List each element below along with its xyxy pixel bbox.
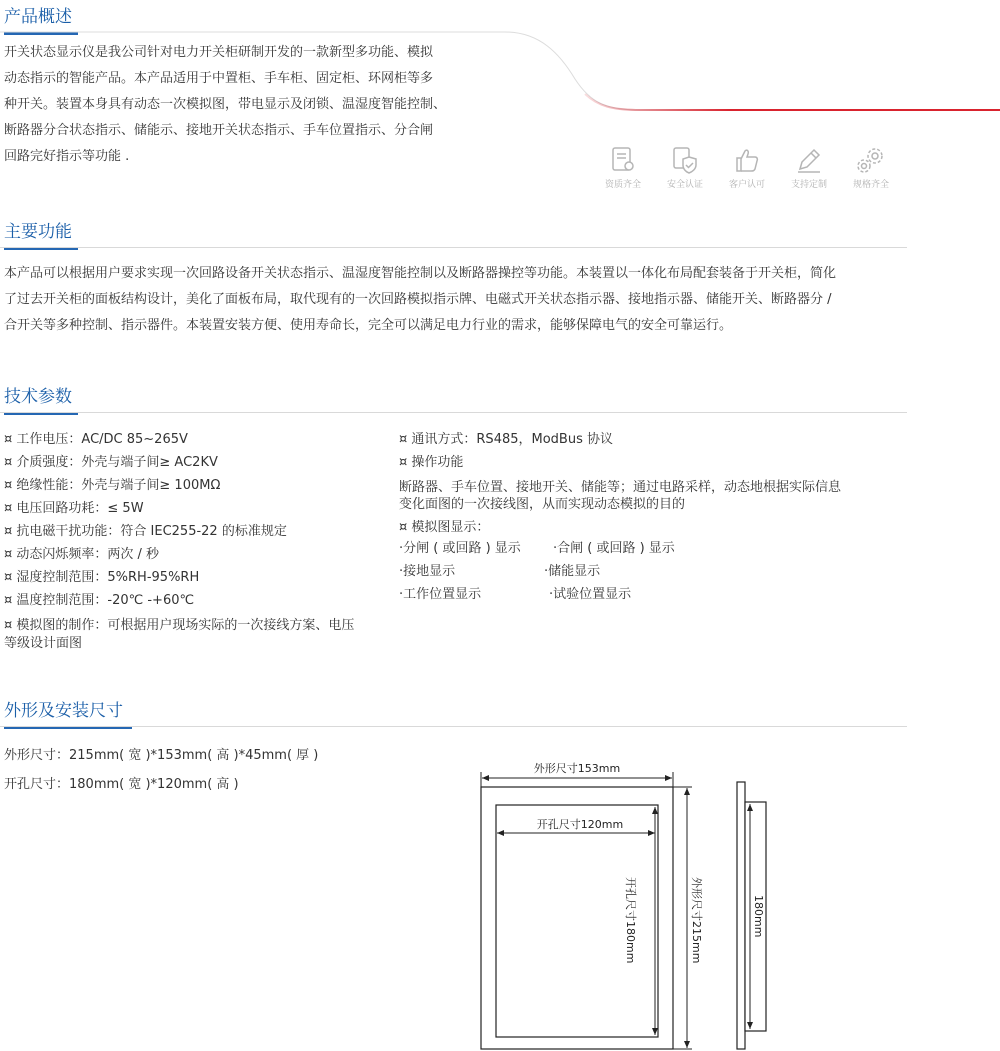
outer-height-label: 外形尺寸215mm <box>690 877 703 964</box>
outer-width-label: 外形尺寸153mm <box>533 762 621 775</box>
badge-custom <box>784 145 834 190</box>
gears-icon <box>854 145 888 175</box>
overview-text <box>4 40 446 170</box>
params-title: 技术参数 <box>4 382 72 407</box>
params-left-list <box>4 428 354 652</box>
param-item: ¤ 介质强度：外壳与端子间≥ AC2KV <box>4 455 218 470</box>
param-desc-line: 变化面图的一次接线图，从而实现动态模拟的目的 <box>399 497 686 512</box>
badge-label: 安全认证 <box>666 180 703 190</box>
functions-line: 了过去开关柜的面板结构设计，美化了面板布局，取代现有的一次回路模拟指示牌、电磁式开关状态指示器、接地指示器、储能开关、断路器分 / <box>4 292 832 307</box>
dimensions-title: 外形及安装尺寸 <box>4 696 123 721</box>
param-item: ¤ 模拟图的制作：可根据用户现场实际的一次接线方案、电压 <box>4 618 355 633</box>
cut-height-label: 开孔尺寸180mm <box>624 877 637 964</box>
side-view-flange <box>737 782 745 1049</box>
shield-icon <box>670 145 700 175</box>
overview-line: 种开关。装置本身具有动态一次模拟图，带电显示及闭锁、温湿度智能控制、 <box>4 97 447 112</box>
param-item: ¤ 动态闪烁频率：两次 / 秒 <box>4 547 160 562</box>
overview-line: 断路器分合状态指示、储能示、接地开关状态指示、手车位置指示、分合闸 <box>4 123 434 138</box>
functions-title: 主要功能 <box>4 217 72 242</box>
param-item: ¤ 工作电压：AC/DC 85~265V <box>4 432 188 447</box>
param-item: 等级设计面图 <box>4 636 83 651</box>
thumbs-up-icon <box>732 145 762 175</box>
side-height-label: 180mm <box>752 895 765 938</box>
param-item: ¤ 抗电磁干扰功能：符合 IEC255-22 的标准规定 <box>4 524 287 539</box>
sim-item: ·试验位置显示 <box>549 587 632 602</box>
badge-qualification <box>598 145 648 190</box>
dimension-drawing <box>470 755 770 1051</box>
sim-item: ·分闸 ( 或回路 ) 显示 <box>399 541 521 556</box>
pencil-icon <box>794 145 824 175</box>
functions-line: 合开关等多种控制、指示器件。本装置安装方便、使用寿命长，完全可以满足电力行业的需求，能够保障电气的安全可靠运行。 <box>4 318 733 333</box>
functions-divider <box>0 247 907 248</box>
dimensions-divider <box>0 726 907 727</box>
param-item: ¤ 模拟图显示： <box>399 520 490 535</box>
sim-item: ·接地显示 <box>399 564 456 579</box>
param-item: ¤ 电压回路功耗：≤ 5W <box>4 501 144 516</box>
cut-width-label: 开孔尺寸120mm <box>536 818 624 831</box>
param-desc-line: 断路器、手车位置、接地开关、储能等；通过电路采样，动态地根据实际信息 <box>399 480 842 495</box>
param-item: ¤ 湿度控制范围：5%RH-95%RH <box>4 570 200 585</box>
badge-label: 客户认可 <box>728 180 765 190</box>
sim-item: ·工作位置显示 <box>399 587 482 602</box>
outer-size-text: 外形尺寸：215mm( 宽 )*153mm( 高 )*45mm( 厚 ) <box>4 748 319 763</box>
params-divider <box>0 412 907 413</box>
badge-label: 支持定制 <box>790 180 827 190</box>
param-item: ¤ 温度控制范围：-20℃ -+60℃ <box>4 593 195 608</box>
certificate-icon <box>608 145 638 175</box>
param-item: ¤ 通讯方式：RS485，ModBus 协议 <box>399 432 613 447</box>
badge-label: 规格齐全 <box>852 180 889 190</box>
cutout-size-text: 开孔尺寸：180mm( 宽 )*120mm( 高 ) <box>4 777 239 792</box>
params-right-list <box>399 428 841 539</box>
param-item: ¤ 操作功能 <box>399 455 464 470</box>
badge-customer <box>722 145 772 190</box>
sim-item: ·合闸 ( 或回路 ) 显示 <box>553 541 675 556</box>
param-item: ¤ 绝缘性能：外壳与端子间≥ 100MΩ <box>4 478 221 493</box>
badge-label: 资质齐全 <box>604 180 641 190</box>
sim-item: ·储能显示 <box>544 564 601 579</box>
overview-line: 回路完好指示等功能 . <box>4 149 130 164</box>
functions-line: 本产品可以根据用户要求实现一次回路设备开关状态指示、温湿度智能控制以及断路器操控等功能。本装置以一体化布局配套装备于开关柜，简化 <box>4 266 837 281</box>
dimensions-text <box>4 741 318 799</box>
badge-safety <box>660 145 710 190</box>
badge-specs <box>846 145 896 190</box>
overview-line: 动态指示的智能产品。本产品适用于中置柜、手车柜、固定柜、环网柜等多 <box>4 71 434 86</box>
overview-line: 开关状态显示仪是我公司针对电力开关柜研制开发的一款新型多功能、模拟 <box>4 45 434 60</box>
functions-text <box>4 261 994 339</box>
overview-title: 产品概述 <box>4 2 72 27</box>
